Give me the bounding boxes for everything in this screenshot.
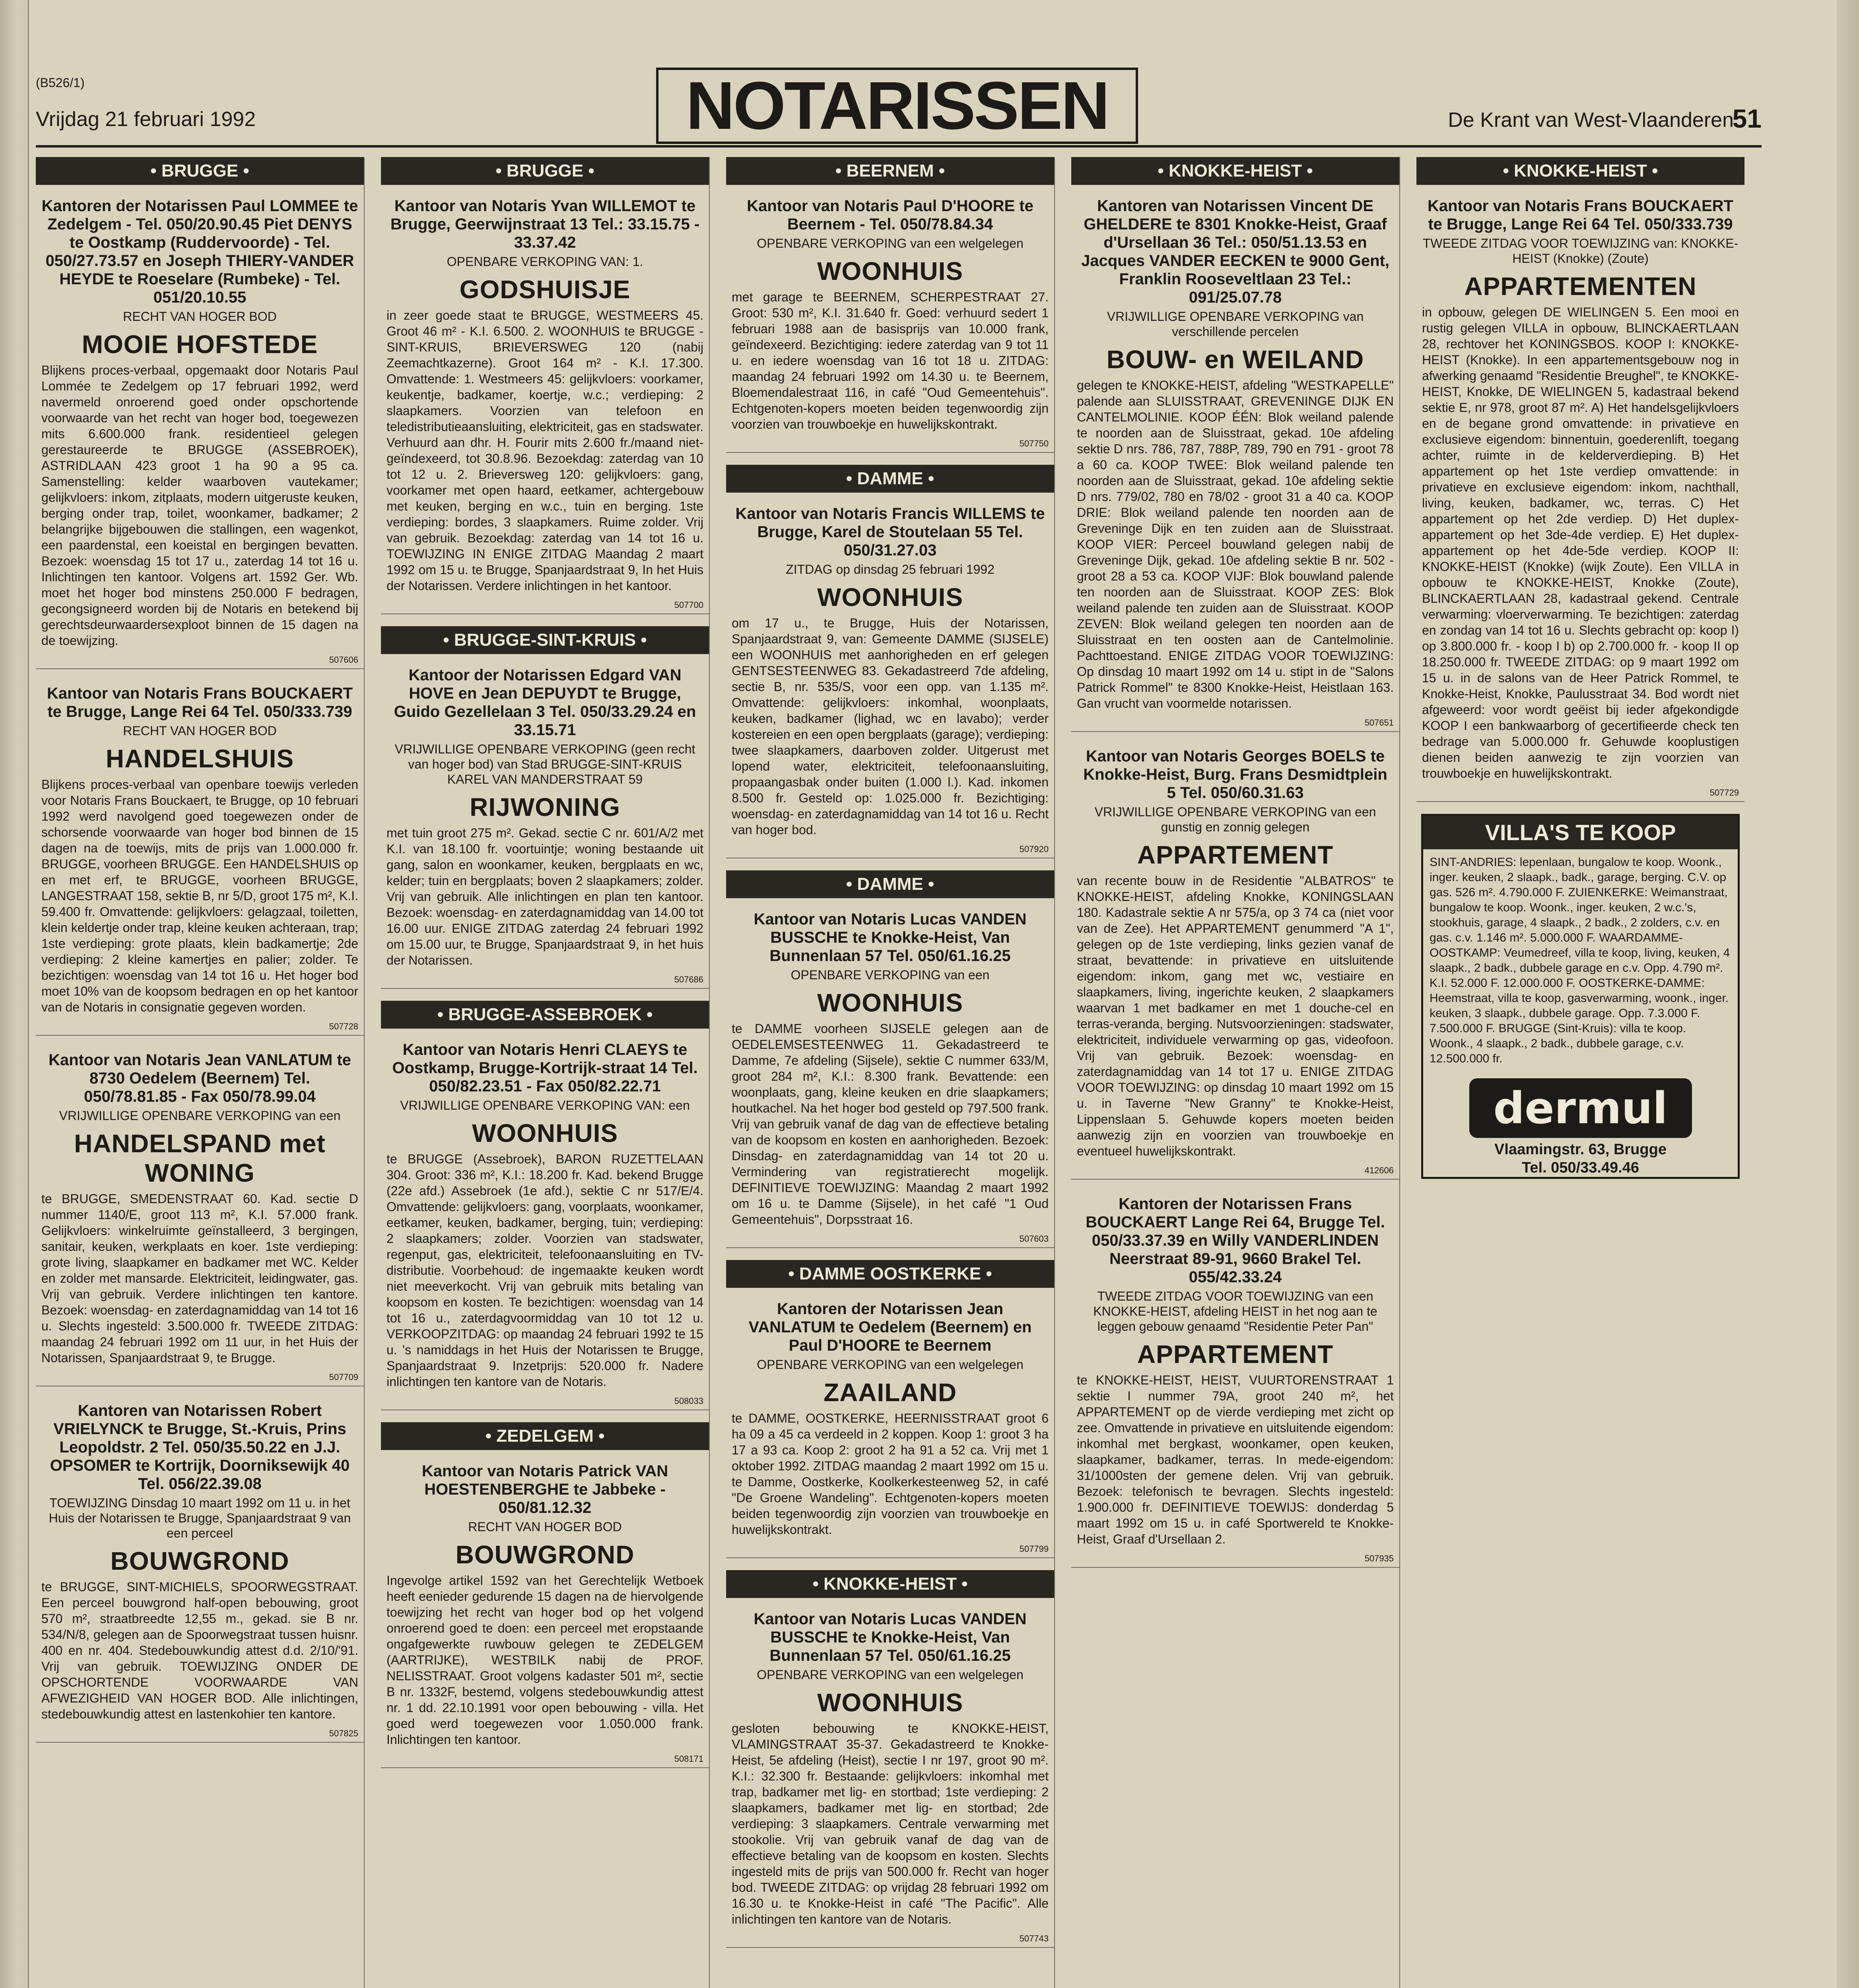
notary-office-heading: Kantoren der Notarissen Jean VANLATUM te Oedelem (Beernem) en Paul D'HOORE te Beernem: [748, 1300, 1032, 1354]
notary-notice: [726, 1607, 1054, 1948]
notice-body: van recente bouw in de Residentie "ALBATROS" te KNOKKE-HEIST, afdeling Knokke, KONINGSLAAN 180. Kadastrale sektie A nr 575/a, op 3 74 ca (niet voor van de Zee). Het APPARTEMENT genummerd "A 1", gelegen op de 1ste verdieping, links gezien vanaf de straat, bevattende: in privatieve en uitsluitende eigendom: inkom, gang met wc, vestiaire en slaapkamers, living, ingerichte keuken, 2 slaapkamers waarvan 1 met badkamer en met 1 douche-cel en terras-veranda, berging. Nutsvoorzieningen: stadswater, elektriciteit, individuele verwarming op gas, videofoon. Vrij van gebruik. Bezoek: woensdag- en zaterdagnamiddag van 14 tot 17 u. ENIGE ZITDAG VOOR TOEWIJZING: op dinsdag 10 maart 1992 om 15 u. in Taverne "New Granny" te Knokke-Heist, Lippenslaan 5. Gehuwde kopers moeten beiden aanwezig zijn en voorzien van trouwboekje en eventueel huwelijkskontrakt.: [1077, 874, 1394, 1158]
sale-type: VRIJWILLIGE OPENBARE VERKOPING van een gunstig en zonnig gelegen: [1094, 805, 1376, 834]
notary-office-heading: Kantoor der Notarissen Edgard VAN HOVE en Jean DEPUYDT te Brugge, Guido Gezellelaan 3 Tel. 050/33.29.24 en 33.15.71: [394, 666, 696, 739]
notary-notice: [381, 194, 709, 614]
sale-type: TWEEDE ZITDAG VOOR TOEWIJZING van een KNOKKE-HEIST, afdeling HEIST in het nog aan te leggen gebouw genaamd "Residentie Peter Pan": [1093, 1289, 1377, 1334]
notice-code: 507920: [1019, 844, 1049, 854]
notice-code: 412606: [1364, 1165, 1394, 1175]
property-type: GODSHUISJE: [459, 275, 631, 304]
column-5: [1416, 157, 1744, 1988]
property-type: MOOIE HOFSTEDE: [82, 330, 318, 359]
notice-code: 508033: [674, 1396, 703, 1406]
region-header: • BRUGGE-ASSEBROEK •: [381, 1001, 709, 1029]
notice-body: om 17 u., te Brugge, Huis der Notarissen, Spanjaardstraat 9, van: Gemeente DAMME (SIJSELE) een WOONHUIS met aanhorigheden en erf gelegen GENTSESTEENWEG 83. Gekadastreerd 7de afdeling, sectie B, nr. 535/S, voor een opp. van 1.135 m². Omvattende: gelijkvloers: inkomhal, woonplaats, keuken, badkamer (lighad, wc en lavabo); verder kostereien en een open bergplaats (garage); verdieping: twee slaapkamers, daarboven zolder. Uitgerust met lopend water, elektriciteit, telefoonaansluiting, propaangasbak onder buiten (1.000 l.). Kad. inkomen 8.500 fr. Gesteld op: 1.025.000 fr. Bezichtiging: woensdag- en zaterdagnamiddag van 14 tot 16 u. Recht van hoger bod.: [732, 616, 1049, 837]
region-header: • BRUGGE •: [381, 157, 709, 185]
notary-notice: [726, 907, 1054, 1248]
dermul-address: Vlaamingstr. 63, Brugge: [1494, 1141, 1667, 1158]
property-type: WOONHUIS: [472, 1119, 618, 1147]
notary-office-heading: Kantoor van Notaris Frans BOUCKAERT te Brugge, Lange Rei 64 Tel. 050/333.739: [47, 685, 353, 720]
dermul-logo: dermul: [1469, 1078, 1692, 1138]
issue-date: Vrijdag 21 februari 1992: [36, 108, 256, 131]
newspaper-page: [36, 60, 1762, 1988]
region-header: • BRUGGE •: [36, 157, 364, 185]
notice-body: Blijkens proces-verbaal, opgemaakt door Notaris Paul Lommée te Zedelgem op 17 februari 1992, werd navermeld onroerend goed onder opschortende voorwaarde van het recht van hoger bod, toegewezen mits 6.600.000 frank. residentieel gelegen gerestaureerde te BRUGGE (ASSEBROEK), ASTRIDLAAN 423 groot 1 ha 90 a 95 ca. Samenstelling: kelder waarboven vautekamer; gelijkvloers: inkom, zitplaats, modern uitgeruste keuken, berging onder trap, toilet, woonkamer, badkamer; 2 belangrijke bijgebouwen die stallingen, een wagenkot, een paardenstal, een koeistal en bergingen bevatten. Bezoek: woensdag 15 tot 17 u., zaterdag 14 tot 16 u. Inlichtingen ten kantoor. Volgens art. 1592 Ger. Wb. moet het hoger bod minstens 250.000 F bedragen, gecongsigneerd worden bij de Notaris en betekend bij gerechtsdeurwaardersexploot binnen de 15 dagen na de toewijzing.: [41, 363, 358, 648]
notary-notice: [36, 681, 364, 1036]
notice-code: 507651: [1364, 718, 1394, 728]
column-3: [726, 157, 1055, 1988]
column-4: [1071, 157, 1400, 1988]
notary-notice: [726, 501, 1054, 858]
villa-ad: [1421, 814, 1740, 1179]
notice-body: te DAMME, OOSTKERKE, HEERNISSTRAAT groot 6 ha 09 a 45 ca verdeeld in 2 koppen. Koop 1: groot 3 ha 17 a 93 ca. Koop 2: groot 2 ha 91 a 52 ca. Vrij met 1 oktober 1992. ZITDAG maandag 2 maart 1992 om 15 u. te Damme, Oostkerke, Koolkerkesteenweg 52, in café "De Groene Wandeling". Echtgenoten-kopers moeten beiden tegenwoordig zijn voorzien van trouwboekje en huwelijkskontrakt.: [732, 1411, 1049, 1537]
binding-strip: [0, 0, 29, 1988]
notice-code: 507700: [674, 600, 703, 610]
property-type: WOONHUIS: [817, 1688, 963, 1717]
notice-body: te BRUGGE, SINT-MICHIELS, SPOORWEGSTRAAT. Een perceel bouwgrond half-open bebouwing, groot 570 m², straatbreedte 12,55 m., gekad. sie B nr. 534/N/8, gelegen aan de Spoorwegstraat tussen huisnr. 400 en nr. 404. Stedebouwkundig attest d.d. 2/10/'91. Vrij van gebruik. TOEWIJZING ONDER DE OPSCHORTENDE VOORWAARDE VAN AFWEZIGHEID VAN HOGER BOD. Alle inlichtingen, stedebouwkundig attest en lastenkohier ten kantore.: [41, 1580, 358, 1721]
sale-type: OPENBARE VERKOPING van een welgelegen: [757, 236, 1024, 250]
sale-type: OPENBARE VERKOPING VAN: 1.: [447, 254, 643, 269]
notary-office-heading: Kantoor van Notaris Georges BOELS te Knokke-Heist, Burg. Frans Desmidtplein 5 Tel. 050/60.31.63: [1083, 747, 1387, 802]
region-header: • BEERNEM •: [726, 157, 1054, 185]
page-code: (B526/1): [36, 76, 85, 90]
sale-type: OPENBARE VERKOPING van een welgelegen: [757, 1668, 1024, 1682]
notice-body: te BRUGGE, SMEDENSTRAAT 60. Kad. sectie D nummer 1140/E, groot 113 m², K.I. 57.000 frank. Gelijkvloers: winkelruimte geïnstalleerd, 3 bergingen, sanitair, keuken, werkplaats en koer. 1ste verdieping: grote living, slaapkamer en badkamer met WC. Kelder en zolder met mansarde. Elektriciteit, leidingwater, gas. Vrij van gebruik. Verdere inlichtingen ten kantore. Bezoek: woensdag- en zaterdagnamiddag van 14 tot 16 u. Slechts ingesteld: 3.500.000 fr. TWEEDE ZITDAG: maandag 24 februari 1992 om 11 uur, in het Huis der Notarissen, Spanjaardstraat 9, te Brugge.: [41, 1192, 358, 1365]
notice-body: met tuin groot 275 m². Gekad. sectie C nr. 601/A/2 met K.I. van 18.100 fr. voortuintje; woning bestaande uit gang, salon en woonkamer, keuken, bergplaats en wc, kelder; tuin en bergplaats; boven 2 slaapkamers; zolder. Vrij van gebruik. Alle inlichtingen en plan ten kantoor. Bezoek: woensdag- en zaterdagnamiddag van 14.00 tot 16.00 uur. ENIGE ZITDAG zaterdag 24 februari 1992 om 15.00 uur, te Brugge, Spanjaardstraat 9, in het huis der Notarissen.: [387, 826, 703, 967]
notice-code: 507686: [674, 975, 703, 984]
sale-type: OPENBARE VERKOPING van een: [791, 968, 990, 982]
sale-type: VRIJWILLIGE OPENBARE VERKOPING van verschillende percelen: [1107, 309, 1364, 339]
notice-code: 507728: [329, 1021, 358, 1031]
notary-office-heading: Kantoor van Notaris Jean VANLATUM te 8730 Oedelem (Beernem) Tel. 050/78.81.85 - Fax 050/78.99.04: [49, 1051, 351, 1105]
property-type: BOUW- en WEILAND: [1106, 345, 1364, 374]
notary-notice: [1071, 1192, 1399, 1568]
property-type: WOONHUIS: [817, 257, 963, 285]
notary-office-heading: Kantoor van Notaris Frans BOUCKAERT te Brugge, Lange Rei 64 Tel. 050/333.739: [1428, 197, 1733, 233]
notary-notice: [36, 1048, 364, 1386]
notice-code: 508171: [674, 1754, 703, 1764]
property-type: WOONHUIS: [817, 583, 963, 612]
region-header: • DAMME OOSTKERKE •: [726, 1260, 1054, 1288]
notary-office-heading: Kantoren der Notarissen Frans BOUCKAERT Lange Rei 64, Brugge Tel. 050/33.37.39 en Willy VANDERLINDEN Neerstraat 89-91, 9660 Brakel Tel. 055/42.33.24: [1086, 1195, 1385, 1286]
notice-code: 507743: [1019, 1934, 1049, 1943]
property-type: HANDELSPAND met WONING: [74, 1129, 326, 1187]
notary-office-heading: Kantoor van Notaris Paul D'HOORE te Beernem - Tel. 050/78.84.34: [747, 197, 1033, 233]
region-header: • DAMME •: [726, 465, 1054, 493]
villa-ad-body: SINT-ANDRIES: lepenlaan, bungalow te koop. Woonk., inger. keuken, 2 slaapk., badk., garage, berging. C.V. op gas. 526 m². 4.790.000 F. ZUIENKERKE: Weimanstraat, bungalow te koop. Woonk., inger. keuken, 2 w.c.'s, stookhuis, garage, 4 slaapk., 2 badk., 2 zolders, c.v. en gas. c.v. 1.146 m². 5.000.000 F. WAARDAMME-OOSTKAMP: Veumedreef, villa te koop, living, keuken, 4 slaapk., 2 badk., dubbele garage en c.v. Opp. 4.790 m². K.I. 52.000 F. 12.000.000 F. OOSTKERKE-DAMME: Heemstraat, villa te koop, gasverwarming, woonk., inger. keuken, 3 slaapk., dubbele garage. Opp. 7.3.000 F. 7.500.000 F. BRUGGE (Sint-Kruis): villa te koop. Woonk., 4 slaapk., 2 badk., dubbele garage, c.v. 12.500.000 fr.: [1430, 856, 1730, 1065]
notice-code: 507935: [1364, 1553, 1394, 1563]
region-header: • BRUGGE-SINT-KRUIS •: [381, 626, 709, 654]
region-header: • KNOKKE-HEIST •: [1071, 157, 1399, 185]
property-type: APPARTEMENT: [1137, 1340, 1334, 1369]
sale-type: OPENBARE VERKOPING van een welgelegen: [757, 1357, 1024, 1372]
region-header: • KNOKKE-HEIST •: [1416, 157, 1744, 185]
notice-body: in zeer goede staat te BRUGGE, WESTMEERS 45. Groot 46 m² - K.I. 6.500. 2. WOONHUIS te BRUGGE - SINT-KRUIS, BRIEVERSWEG 120 (nabij Zeemachtkazerne). Groot 164 m² - K.I. 17.300. Omvattende: 1. Westmeers 45: gelijkvloers: voorkamer, keukentje, badkamer, koertje, w.c.; verdieping: 2 slaapkamers. Voorzien van telefoon en teledistributieaansluiting, elektriciteit, gas en stadswater. Verhuurd aan dhr. H. Fourir mits 2.600 fr./maand niet-geïndexeerd, tot 30.8.96. Bezoekdag: zaterdag van 10 tot 12 u. 2. Brieversweg 120: gelijkvloers: gang, voorkamer met open haard, eetkamer, achtergebouw met keuken, berging en w.c., tuin en berging. 1ste verdieping: bordes, 3 slaapkamers. Ruime zolder. Vrij van gebruik. Bezoekdag: zaterdag van 14 tot 16 u. TOEWIJZING IN ENIGE ZITDAG Maandag 2 maart 1992 om 15 u. te Brugge, Spanjaardstraat 9, In het Huis der Notarissen. Verdere inlichtingen in het kantoor.: [387, 308, 703, 593]
notary-notice: [1071, 744, 1399, 1180]
column-1: [36, 157, 365, 1988]
notice-code: 507799: [1019, 1544, 1049, 1554]
property-type: APPARTEMENTEN: [1464, 272, 1697, 301]
dermul-phone: Tel. 050/33.49.46: [1521, 1159, 1639, 1176]
notary-notice: [381, 663, 709, 989]
notice-code: 507603: [1019, 1234, 1049, 1244]
notice-body: te KNOKKE-HEIST, HEIST, VUURTORENSTRAAT 1 sektie I nummer 79A, groot 240 m², het APPARTEMENT op de vierde verdieping met zicht op zee. Omvattende in privatieve en uitsluitende eigendom: inkomhal met bergkast, woonkamer, open keuken, slaapkamer, badkamer, terras. In mede-eigendom: 31/1000sten der gemene delen. Vrij van gebruik. Bezoek: telefonisch te bevragen. Slechts ingesteld: 1.900.000 fr. DEFINITIEVE TOEWIJS: donderdag 5 maart 1992 om 15 u. in café Sportwereld te Knokke-Heist, Graaf d'Ursellaan 2.: [1077, 1373, 1394, 1546]
section-title: NOTARISSEN: [656, 68, 1138, 144]
sale-type: VRIJWILLIGE OPENBARE VERKOPING van een: [59, 1109, 341, 1123]
notice-body: gesloten bebouwing te KNOKKE-HEIST, VLAMINGSTRAAT 35-37. Gekadastreerd te Knokke-Heist, 5e afdeling (Heist), sectie I nr 197, groot 90 m². K.I.: 32.300 fr. Bestaande: gelijkvloers: inkomhal met trap, badkamer met lig- en stortbad; 1ste verdieping: 2 slaapkamers, badkamer met lig- en stortbad; 2de verdieping: 3 slaapkamers. Centrale verwarming met stookolie. Vrij van gebruik vanaf de dag van de effectieve betaling van de koopsom en kosten. Slechts ingesteld mits de prijs van 500.000 fr. Recht van hoger bod. TWEEDE ZITDAG: op vrijdag 28 februari 1992 om 16.30 u. te Knokke-Heist in café "The Pacific". Alle inlichtingen ten kantore van de Notaris.: [732, 1721, 1049, 1926]
newspaper-name: De Krant van West-Vlaanderen: [1448, 109, 1734, 132]
region-header: • KNOKKE-HEIST •: [726, 1570, 1054, 1598]
column-2: [381, 157, 710, 1988]
sale-type: RECHT VAN HOGER BOD: [123, 724, 277, 738]
property-type: HANDELSHUIS: [105, 744, 294, 773]
villa-ad-title: VILLA'S TE KOOP: [1423, 816, 1738, 849]
notary-office-heading: Kantoor van Notaris Lucas VANDEN BUSSCHE te Knokke-Heist, Van Bunnenlaan 57 Tel. 050/61.16.25: [754, 1610, 1027, 1664]
notary-office-heading: Kantoor van Notaris Patrick VAN HOESTENBERGHE te Jabbeke - 050/81.12.32: [422, 1462, 668, 1516]
notice-body: te BRUGGE (Assebroek), BARON RUZETTELAAN 304. Groot: 336 m², K.I.: 18.200 fr. Kad. bekend Brugge (22e afd.) Assebroek (1e afd.), sektie C nr 517/E/4. Omvattende: gelijkvloers: gang, voorplaats, woonkamer, eetkamer, keuken, badkamer, berging, tuin; verdieping: 2 slaapkamers; zolder. Voorzien van stadswater, regenput, gas, elektriciteit, telefoonaansluiting en TV-distributie. Voorbehoud: de ingemaakte keuken wordt niet meeverkocht. Vrij van gebruik mits betaling van koopsom en kosten. Te bezichtigen: woensdag van 14 tot 16 u., zaterdagvoormiddag van 10 tot 12 u. VERKOOPZITDAG: op maandag 24 februari 1992 te 15 u. 's namiddags in het Huis der Notarissen te Brugge, Spanjaardstraat 9. Inzetprijs: 520.000 fr. Nadere inlichtingen ten kantore van de Notaris.: [387, 1152, 703, 1389]
notary-notice: [36, 194, 364, 669]
property-type: RIJWONING: [470, 793, 620, 821]
masthead-rule: [36, 145, 1762, 148]
notary-notice: [1416, 194, 1744, 802]
sale-type: ZITDAG op dinsdag 25 februari 1992: [786, 562, 995, 577]
sale-type: RECHT VAN HOGER BOD: [123, 309, 277, 324]
notary-notice: [381, 1037, 709, 1410]
right-page-edge: [1837, 0, 1859, 1988]
notary-office-heading: Kantoor van Notaris Henri CLAEYS te Oostkamp, Brugge-Kortrijk-straat 14 Tel. 050/82.23.51 - Fax 050/82.22.71: [392, 1041, 698, 1095]
property-type: BOUWGROND: [455, 1540, 635, 1569]
property-type: ZAAILAND: [823, 1378, 957, 1407]
notary-office-heading: Kantoor van Notaris Francis WILLEMS te Brugge, Karel de Stoutelaan 55 Tel. 050/31.27.03: [735, 505, 1045, 559]
notice-code: 507750: [1019, 439, 1049, 448]
property-type: APPARTEMENT: [1137, 841, 1334, 869]
notice-body: met garage te BEERNEM, SCHERPESTRAAT 27. Groot: 530 m², K.I. 31.640 fr. Goed: verhuurd sedert 1 februari 1988 aan de basisprijs van 10.000 frank, geïndexeerd. Bezichtiging: iedere zaterdag van 9 tot 11 u. en iedere woensdag van 16 tot 18 u. ZITDAG: maandag 24 februari 1992 om 14.30 u. te Beernem, Bloemendalestraat 116, in café "Oud Gemeentehuis". Echtgenoten-kopers moeten beiden tegenwoordig zijn voorzien van trouwboekje en huwelijkskontrakt.: [732, 290, 1049, 431]
sale-type: RECHT VAN HOGER BOD: [468, 1520, 622, 1534]
sale-type: TOEWIJZING Dinsdag 10 maart 1992 om 11 u. in het Huis der Notarissen te Brugge, Spanjaardstraat 9 van een perceel: [49, 1496, 351, 1540]
sale-type: TWEEDE ZITDAG VOOR TOEWIJZING van: KNOKKE-HEIST (Knokke) (Zoute): [1422, 236, 1739, 266]
notary-office-heading: Kantoor van Notaris Yvan WILLEMOT te Brugge, Geerwijnstraat 13 Tel.: 33.15.75 - 33.37.42: [390, 197, 700, 251]
notary-office-heading: Kantoor van Notaris Lucas VANDEN BUSSCHE te Knokke-Heist, Van Bunnenlaan 57 Tel. 050/61.16.25: [754, 911, 1027, 965]
notary-office-heading: Kantoren van Notarissen Robert VRIELYNCK te Brugge, St.-Kruis, Prins Leopoldstr. 2 Tel. 050/35.50.22 en J.J. OPSOMER te Kortrijk, Doorniksewijk 40 Tel. 056/22.39.08: [50, 1402, 350, 1493]
notary-notice: [1071, 194, 1399, 732]
notary-notice: [726, 1297, 1054, 1558]
page-number: 51: [1732, 104, 1762, 133]
notice-code: 507606: [329, 655, 358, 665]
property-type: WOONHUIS: [817, 988, 963, 1017]
notice-body: in opbouw, gelegen DE WIELINGEN 5. Een mooi en rustig gelegen VILLA in opbouw, BLINCKAERTLAAN 28, rechtover het KONINGSBOS. KOOP I: KNOKKE-HEIST (Knokke). In een appartementsgebouw nog in afwerking genaamd "Residentie Breughel", te KNOKKE-HEIST, Knokke, DE WIELINGEN 5, kadastraal bekend sektie E, nr 978, groot 87 m². A) Het handelsgelijkvloers en de begane grond omvattende: in privatieve en exclusieve eigendom: binnentuin, goederenlift, toegang achter, ruimte in de kelderverdieping. B) Het appartement op het 1ste verdiep omvattende: in privatieve en exclusieve eigendom: inkom, nachthall, living, keuken, badkamer, wc, terras. C) Het appartement op het 2de verdiep. D) Het duplex-appartement op het 3de-4de verdiep. E) Het duplex-appartement op het 4de-5de verdiep. KOOP II: KNOKKE-HEIST (Knokke) (wijk Zoute). Een VILLA in opbouw te KNOKKE-HEIST, Knokke (Zoute), BLINCKAERTLAAN 28, kadastraal gekend. Centrale verwarming: vloerverwarming. Te bezichtigen: zaterdag en zondag van 14 tot 16 u. Slechts gebracht op: koop I) op 3.800.000 fr. - koop I b) op 2.700.000 fr. - koop II op 18.250.000 fr. TWEEDE ZITDAG: op 9 maart 1992 om 15 u. in de salons van de Heer Patrick Rommel, te Knokke-Heist, Knokke, Paulusstraat 34. Bod wordt niet afgeweerd: voor wordt geëist bij ieder afgekondigde KOOP I een bankwaarborg of gecertifieerde check ten bedrage van 5.000.000 fr. Gehuwde kooplustigen dienen beiden aanwezig te zijn voorzien van trouwboekje en huwelijkskontrakt.: [1422, 305, 1739, 780]
notice-body: Ingevolge artikel 1592 van het Gerechtelijk Wetboek heeft eenieder gedurende 15 dagen na de hiervolgende toewijzing het recht van hoger bod op het volgend onroerend goed te doen: een perceel met eropstaande ongafgewerkte ruwbouw gelegen te ZEDELGEM (AARTRIJKE), WESTBILK nabij de PROF. NELISSTRAAT. Groot volgens kadaster 501 m², sectie B nr. 1332F, bestemd, volgens stedebouwkundig attest nr. 1 dd. 22.10.1991 voor open bebouwing - villa. Het goed werd toegewezen voor 1.050.000 frank. Inlichtingen ten kantoor.: [387, 1573, 703, 1747]
region-header: • DAMME •: [726, 870, 1054, 898]
sale-type: VRIJWILLIGE OPENBARE VERKOPING (geen recht van hoger bod) van Stad BRUGGE-SINT-KRUIS KAREL VAN MANDERSTRAAT 59: [394, 742, 695, 786]
notice-body: te DAMME voorheen SIJSELE gelegen aan de OEDELEMSESTEENWEG 11. Gekadastreerd te Damme, 7e afdeling (Sijsele), sektie C nummer 633/M, groot 284 m², K.I.: 8.300 frank. Bevattende: een woonplaats, gang, kleine keuken en drie slaapkamers; houtkachel. Na het hoger bod gesteld op 797.500 frank. Vrij van gebruik vanaf de dag van de effectieve betaling van de koopsom en kosten en aanhorigheden. Bezoek: Dinsdag- en zaterdagnamiddag van 14 tot 20 u. Vermindering van registratierecht mogelijk. DEFINITIEVE TOEWIJZING: Maandag 2 maart 1992 om 16 u. te Damme (Sijsele), in het café "1 Oud Gemeentehuis", Dorpsstraat 16.: [732, 1021, 1049, 1227]
notary-notice: [726, 194, 1054, 453]
notice-code: 507709: [329, 1372, 358, 1382]
sale-type: VRIJWILLIGE OPENBARE VERKOPING VAN: een: [400, 1098, 690, 1112]
notice-body: Blijkens proces-verbaal van openbare toewijs verleden voor Notaris Frans Bouckaert, te Brugge, op 10 februari 1992 werd navolgend goed toegewezen onder de schorsende voorwaarde van hoger bod binnen de 15 dagen na de toewijs, mits de prijs van 1.000.000 fr. BRUGGE, voorheen BRUGGE. Een HANDELSHUIS op en met erf, te BRUGGE, voorheen BRUGGE, LANGESTRAAT 158, sektie B, nr 5/D, groot 175 m², K.I. 59.400 fr. Omvattende: gelijkvloers: gelagzaal, toiletten, klein keldertje onder trap, kleine keuken achteraan, trap; 1ste verdieping: grote plaats, klein badkamertje; 2de verdieping: 2 kleine kamertjes en palier; zolder. Te bezichtigen: woensdag van 14 tot 16 u. Het hoger bod moet 10% van de koopsom bedragen en op het kantoor van de Notaris in consignatie gegeven worden.: [41, 777, 358, 1014]
notary-office-heading: Kantoren van Notarissen Vincent DE GHELDERE te 8301 Knokke-Heist, Graaf d'Ursellaan 36 Tel.: 050/51.13.53 en Jacques VANDER EECKEN te 9000 Gent, Franklin Rooseveltlaan 23 Tel.: 091/25.07.78: [1081, 197, 1390, 306]
notary-notice: [381, 1459, 709, 1768]
notary-notice: [36, 1398, 364, 1743]
property-type: BOUWGROND: [110, 1547, 289, 1575]
region-header: • ZEDELGEM •: [381, 1422, 709, 1450]
notice-code: 507825: [329, 1728, 358, 1738]
notice-code: 507729: [1709, 788, 1739, 798]
notice-body: gelegen te KNOKKE-HEIST, afdeling "WESTKAPELLE" palende aan SLUISSTRAAT, GREVENINGE DIJK EN CANTELMOLINIE. KOOP ÉÉN: Blok weiland palende te noorden aan de Sluisstraat, gekad. 10e afdeling sektie D nrs. 786, 787, 788P, 789, 790 en 791 - groot 78 a 60 ca. KOOP TWEE: Blok weiland palende ten noorden aan de Sluisstraat, gekad. 10e afdeling sektie D nrs. 779/02, 780 en 78/02 - groot 31 a 40 ca. KOOP DRIE: Blok weiland palende ten noorden aan de Greveninge Dijk en ten zuiden aan de Sluisstraat. KOOP VIER: Perceel bouwland gelegen nabij de Greveninge Dijk, gekad. 10e afdeling sektie B nr. 502 - groot 28 a 53 ca. KOOP VIJF: Blok bouwland palende ten noorden aan de Sluisstraat. KOOP ZES: Blok weiland palende ten zuiden aan de Sluisstraat. KOOP ZEVEN: Blok weiland gelegen ten noorden aan de Sluisstraat en ten oosten aan de Cantelmolinie. Pachttoestand. ENIGE ZITDAG VOOR TOEWIJZING: Op dinsdag 10 maart 1992 om 14 u. stipt in de "Salons Patrick Rommel" te 8300 Knokke-Heist, Heistlaan 163. Gan vrucht van voormelde notarissen.: [1077, 378, 1394, 711]
notary-office-heading: Kantoren der Notarissen Paul LOMMEE te Zedelgem - Tel. 050/20.90.45 Piet DENYS te Oostkamp (Ruddervoorde) - Tel. 050/27.73.57 en Joseph THIERY-VANDER HEYDE te Roeselare (Rumbeke) - Tel. 051/20.10.55: [41, 197, 358, 306]
